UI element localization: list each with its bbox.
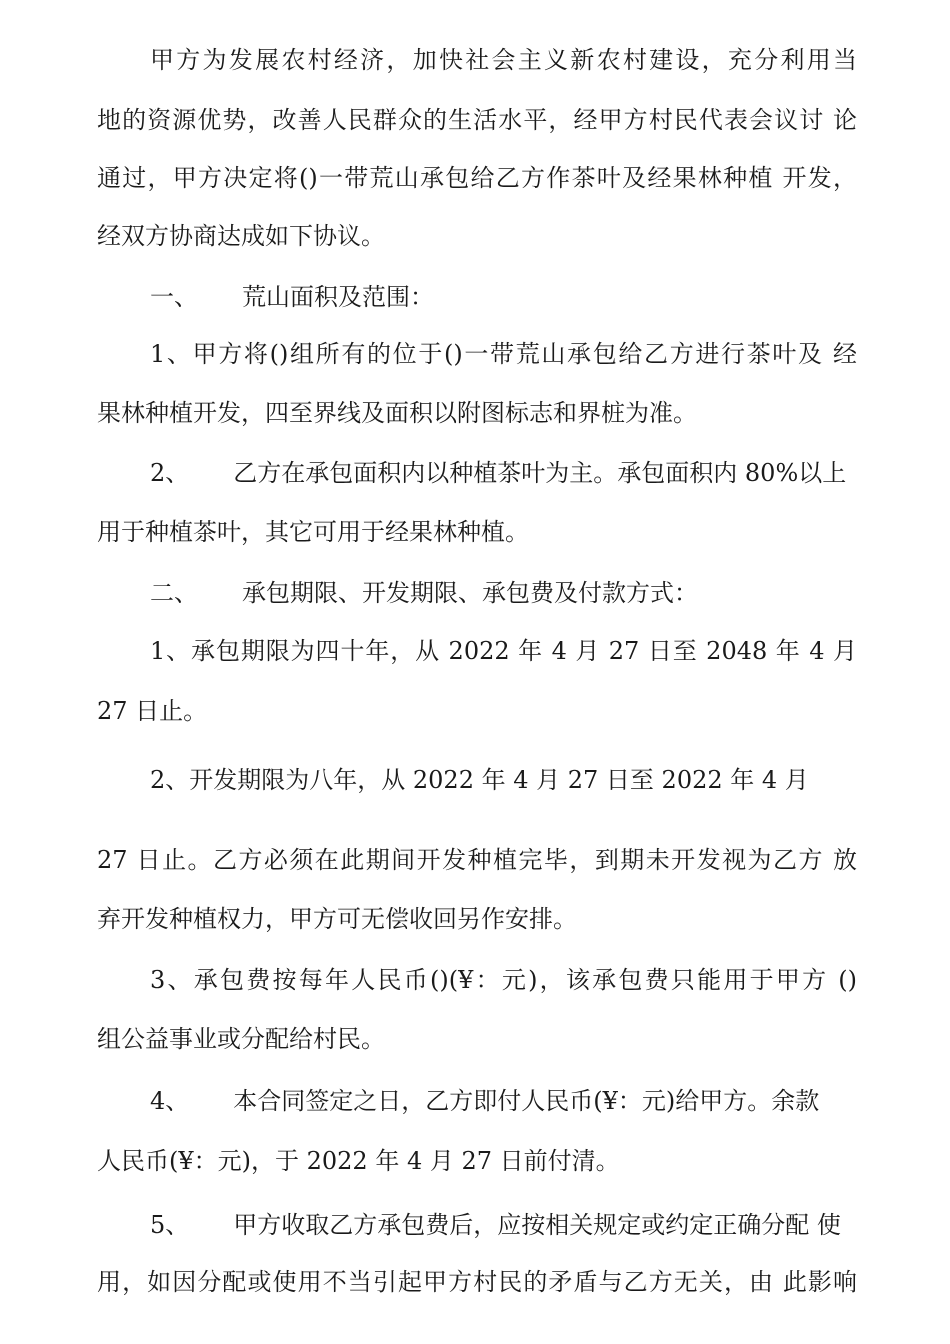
clause-2-4-line-1 — [150, 1084, 857, 1118]
clause-2-4-marker: 4、 — [150, 1087, 190, 1115]
clause-2-2-line-3: 弃开发种植权力，甲方可无偿收回另作安排。 — [97, 905, 577, 933]
clause-2-3-line-2: 组公益事业或分配给村民。 — [97, 1025, 385, 1053]
clause-1-2-line-2: 用于种植茶叶，其它可用于经果林种植。 — [97, 518, 529, 546]
section-1-title: 荒山面积及范围： — [242, 283, 434, 311]
clause-2-4-line-2: 人民币(¥：元)，于 2022 年 4 月 27 日前付清。 — [97, 1147, 620, 1175]
section-2-heading — [150, 576, 857, 610]
clause-2-1-line-2: 27 日止。 — [97, 697, 208, 725]
clause-2-2-line-2: 27 日止。乙方必须在此期间开发种植完毕，到期未开发视为乙方 放 — [97, 846, 857, 874]
clause-2-4-text: 本合同签定之日，乙方即付人民币(¥：元)给甲方。余款 — [233, 1087, 820, 1115]
intro-line-3: 通过，甲方决定将()一带荒山承包给乙方作茶叶及经果林种植 开发， — [97, 164, 857, 192]
clause-1-2-line-1 — [150, 456, 857, 490]
clause-2-5-marker: 5、 — [150, 1211, 190, 1239]
section-2-marker: 二、 — [150, 579, 198, 607]
intro-line-1: 甲方为发展农村经济，加快社会主义新农村建设，充分利用当 — [150, 46, 857, 74]
intro-line-2: 地的资源优势，改善人民群众的生活水平，经甲方村民代表会议讨 论 — [97, 106, 857, 134]
clause-2-3-line-1: 3、承包费按每年人民币()(¥：元)，该承包费只能用于甲方 () — [150, 966, 857, 994]
clause-1-2-marker: 2、 — [150, 459, 190, 487]
section-2-title: 承包期限、开发期限、承包费及付款方式： — [242, 579, 698, 607]
clause-2-5-line-1 — [150, 1208, 857, 1242]
clause-2-1-line-1: 1、承包期限为四十年，从 2022 年 4 月 27 日至 2048 年 4 月 — [150, 637, 857, 665]
clause-2-2-line-1: 2、开发期限为八年，从 2022 年 4 月 27 日至 2022 年 4 月 — [150, 766, 809, 794]
intro-line-4: 经双方协商达成如下协议。 — [97, 222, 385, 250]
clause-2-5-text: 甲方收取乙方承包费后，应按相关规定或约定正确分配 使 — [233, 1211, 841, 1239]
clause-1-2-text: 乙方在承包面积内以种植茶叶为主。承包面积内 80%以上 — [233, 459, 847, 487]
clause-1-1-line-2: 果林种植开发，四至界线及面积以附图标志和界桩为准。 — [97, 399, 697, 427]
clause-1-1-line-1: 1、甲方将()组所有的位于()一带荒山承包给乙方进行茶叶及 经 — [150, 340, 857, 368]
section-1-heading — [150, 280, 857, 314]
clause-2-5-line-2: 用，如因分配或使用不当引起甲方村民的矛盾与乙方无关，由 此影响 — [97, 1268, 857, 1296]
section-1-marker: 一、 — [150, 283, 198, 311]
